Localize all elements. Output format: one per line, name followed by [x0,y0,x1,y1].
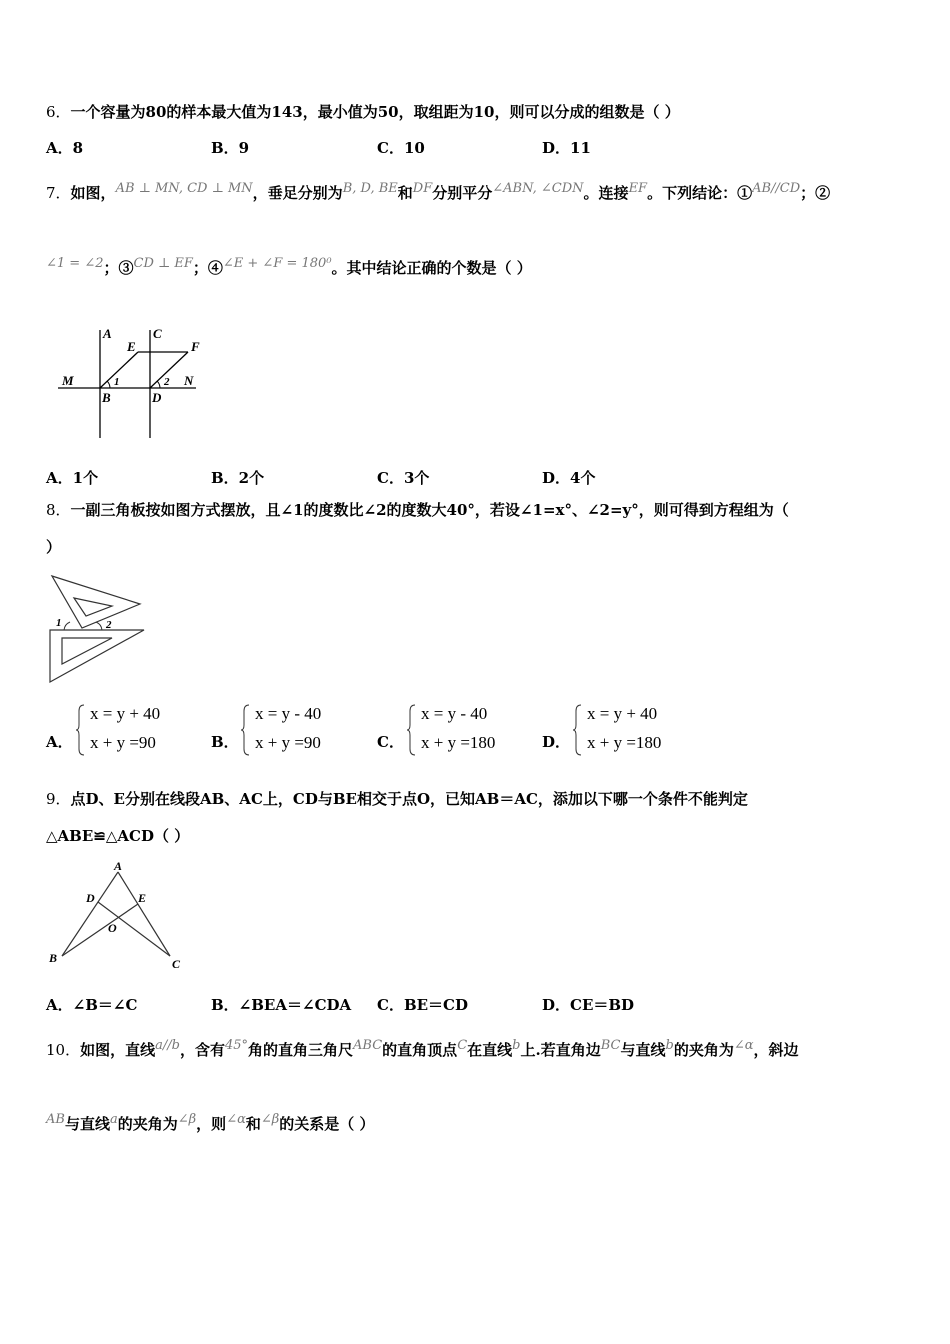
q10-text: 在直线 [467,1041,513,1059]
q10-math: b [512,1038,521,1053]
equation-2: x + y =180 [587,733,662,752]
q7-text: 。其中结论正确的个数是（ ） [331,259,532,277]
q9-option-d[interactable]: D．CE＝BD [542,996,635,1014]
q8-option-b-label[interactable]: B． [211,733,239,751]
q10-text: ，则 [196,1115,227,1133]
q7-text: ，垂足分别为 [252,184,343,202]
q9-figure [46,858,186,970]
q8-option-a-system[interactable] [76,703,186,759]
triangle-ruler-top-inner [74,598,112,616]
q6-option-b[interactable]: B．9 [211,139,250,157]
q10-math: C [457,1038,468,1053]
triangle-ruler-bottom-inner [62,638,112,664]
q9-stem-line2: △ABE≌△ACD（ ） [46,827,190,845]
label-o: O [108,921,117,935]
q9-option-c[interactable]: C．BE＝CD [377,996,468,1014]
q10-text: 的关系是（ ） [279,1115,375,1133]
label-angle1: 1 [56,617,62,629]
q8-stem-close: ） [46,538,62,556]
q8-option-a-label[interactable]: A． [46,733,73,751]
q10-math: ∠α [226,1112,246,1127]
q10-math: b [665,1038,674,1053]
q10-text: 上.若直角边 [520,1041,601,1059]
equation-2: x + y =90 [90,733,156,752]
q8-option-c-label[interactable]: C． [377,733,404,751]
q8-text: 一副三角板按如图方式摆放，且∠1的度数比∠2的度数大40°，若设∠1=x°、∠2=y°，则可得到方程组为（ [70,501,789,519]
triangle-ruler-top [52,576,140,628]
q10-text: 的夹角为 [117,1115,178,1133]
angle-1-arc [64,622,70,630]
q8-option-c-system[interactable] [407,703,517,759]
q7-math: AB ⊥ MN, CD ⊥ MN [115,181,253,196]
q9-option-b[interactable]: B．∠BEA＝∠CDA [211,996,352,1014]
q10-text: 的直角顶点 [382,1041,458,1059]
segment-be [62,904,138,956]
brace-icon [76,703,86,757]
q7-option-a[interactable]: A．1个 [46,469,99,487]
equation-1: x = y + 40 [90,704,161,723]
label-d: D [86,891,95,905]
angle-2-arc [157,381,160,388]
q7-text: 。连接 [583,184,629,202]
q8-figure [46,572,146,686]
q9-option-a[interactable]: A．∠B＝∠C [46,996,138,1014]
angle-2-arc [96,622,102,630]
label-m: M [62,373,74,388]
brace-icon [407,703,417,757]
q10-math: BC [600,1038,621,1053]
q7-text: 和 [397,184,413,202]
q6-option-a[interactable]: A．8 [46,139,84,157]
q7-stem-line1 [46,183,830,205]
q8-option-b-system[interactable] [241,703,351,759]
label-n: N [184,373,194,388]
q10-text: 的夹角为 [673,1041,734,1059]
q7-math: ∠1 = ∠2 [46,256,104,271]
q8-stem [46,500,789,520]
q10-text: 与直线 [64,1115,110,1133]
label-f: F [191,339,200,354]
q7-text: 。下列结论：① [647,184,753,202]
q7-option-b[interactable]: B．2个 [211,469,265,487]
q7-math: ∠E + ∠F = 180⁰ [222,256,332,271]
brace-icon [573,703,583,757]
q10-number: 10． [46,1041,81,1059]
q7-text: ；④ [192,259,223,277]
q6-number: 6． [46,103,71,121]
q6-stem [46,102,680,122]
q7-math: CD ⊥ EF [133,256,193,271]
q9-text: 点D、E分别在线段AB、AC上，CD与BE相交于点O，已知AB＝AC，添加以下哪一个条件不能判定 [70,790,748,808]
angle-1-arc [107,381,110,388]
label-b: B [102,390,111,405]
q7-math: AB//CD [752,181,801,196]
q10-text: 和 [245,1115,261,1133]
q8-option-d-label[interactable]: D． [542,733,571,751]
q10-text: 角的直角三角尺 [248,1041,354,1059]
q7-text: 如图， [70,184,116,202]
q10-math: AB [46,1112,65,1127]
equation-1: x = y - 40 [255,704,322,723]
q7-text: 分别平分 [432,184,493,202]
side-ab [62,872,118,956]
q10-math: ABC [353,1038,383,1053]
q10-stem-line1 [46,1040,799,1062]
q10-math: 45° [224,1038,249,1053]
q10-text: ，含有 [179,1041,225,1059]
q9-number: 9． [46,790,71,808]
q10-math: a [109,1112,118,1127]
q10-math: ∠α [733,1038,754,1053]
label-d: D [152,390,162,405]
equation-2: x + y =90 [255,733,321,752]
q6-option-c[interactable]: C．10 [377,139,425,157]
q10-math: ∠β [260,1112,280,1127]
q7-stem-line2 [46,258,532,280]
q7-math: ∠ABN, ∠CDN [492,181,584,196]
label-c: C [153,326,162,341]
q6-option-d[interactable]: D．11 [542,139,591,157]
label-c: C [172,957,181,970]
q7-number: 7． [46,184,71,202]
q10-text: ，斜边 [753,1041,799,1059]
label-b: B [49,951,58,965]
label-angle1: 1 [114,376,120,388]
q7-text: ；③ [103,259,134,277]
label-e: E [138,891,147,905]
q9-stem [46,789,748,809]
q10-text: 如图，直线 [80,1041,156,1059]
equation-1: x = y - 40 [421,704,488,723]
equation-1: x = y + 40 [587,704,658,723]
q6-text: 一个容量为80的样本最大值为143，最小值为50，取组距为10，则可以分成的组数是（ ） [70,103,680,121]
q8-option-d-system[interactable] [573,703,683,759]
q10-text: 与直线 [620,1041,666,1059]
brace-icon [241,703,251,757]
q10-stem-line2 [46,1114,375,1136]
side-ac [118,872,170,956]
q7-math: DF [412,181,433,196]
label-a: A [114,859,123,873]
q7-figure [58,324,208,442]
q10-math: a//b [155,1038,180,1053]
q7-option-c[interactable]: C．3个 [377,469,430,487]
q10-math: ∠β [177,1112,197,1127]
label-angle2: 2 [106,619,112,631]
q7-option-d[interactable]: D．4个 [542,469,596,487]
q7-math: EF [628,181,648,196]
q7-math: B, D, BE [342,181,398,196]
label-angle2: 2 [164,376,170,388]
label-e: E [127,339,136,354]
equation-2: x + y =180 [421,733,496,752]
label-a: A [103,326,112,341]
q8-number: 8． [46,501,71,519]
q7-text: ；② [800,184,831,202]
